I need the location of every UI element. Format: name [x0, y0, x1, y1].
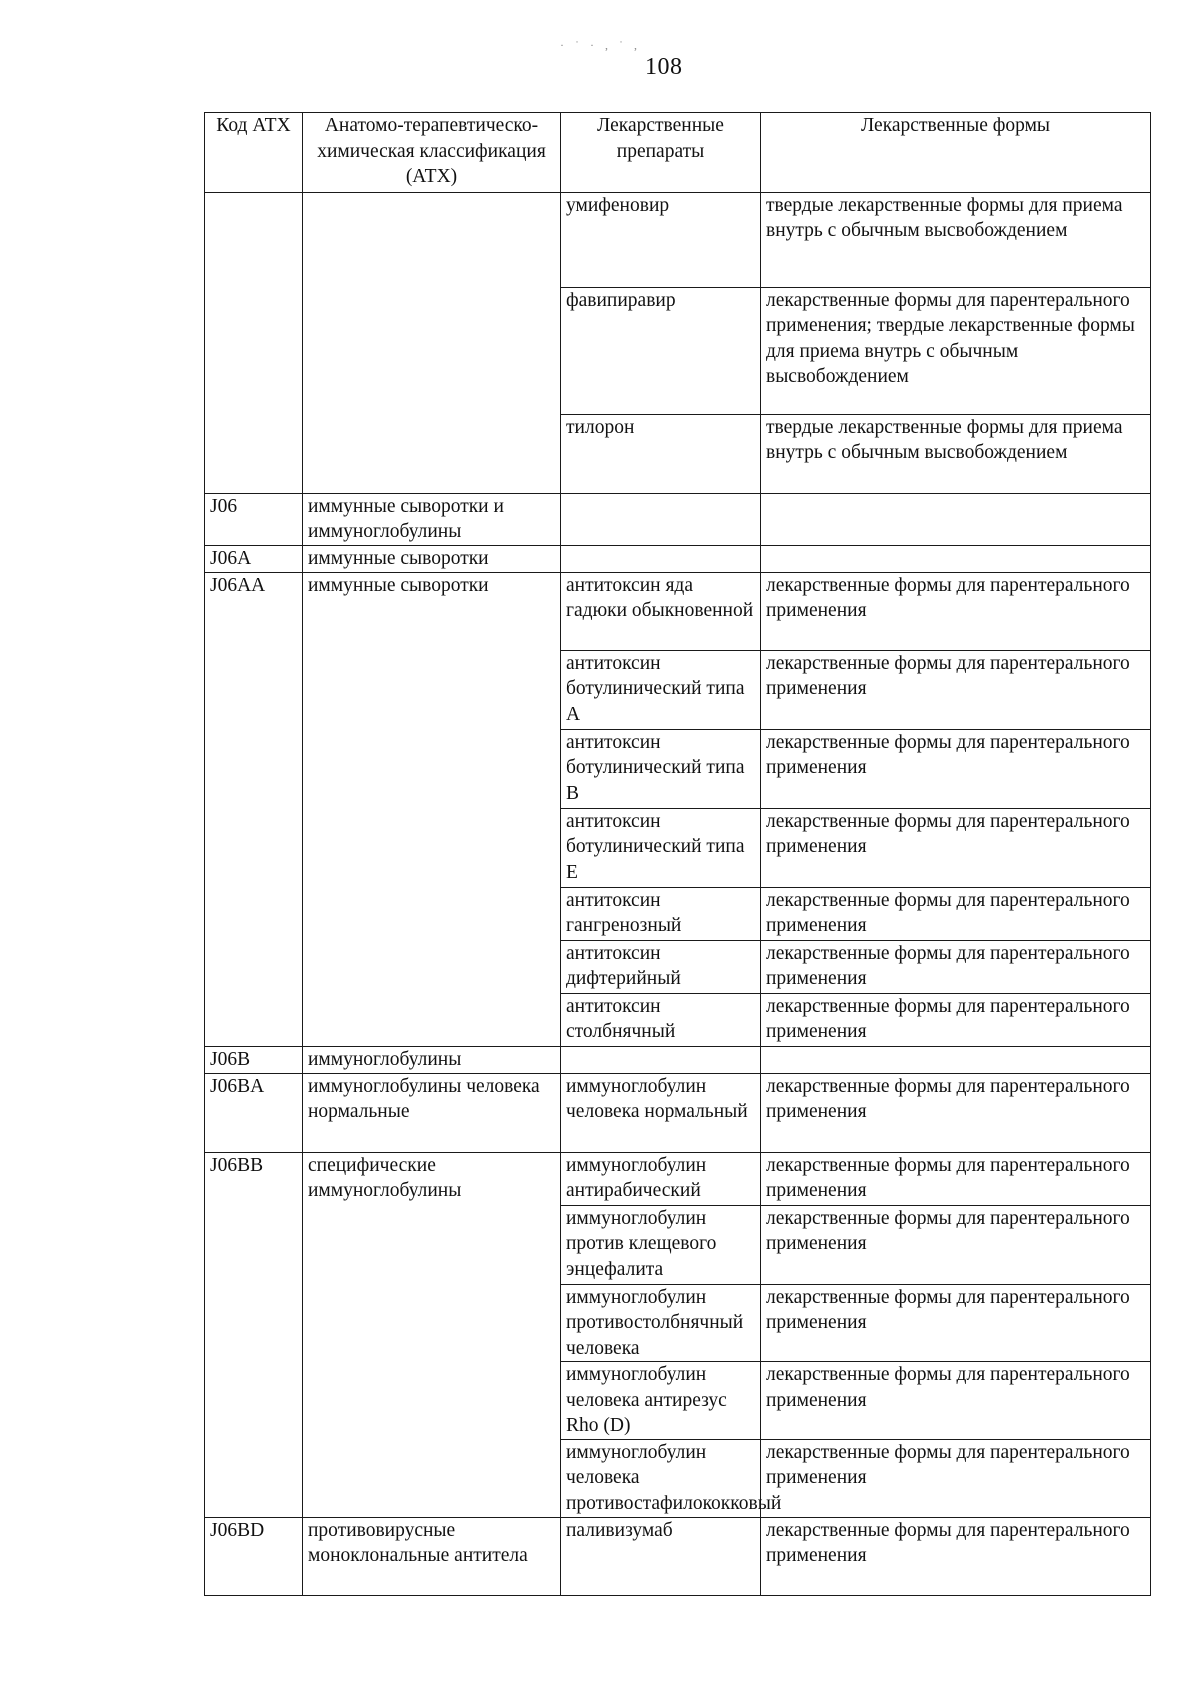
- cell-classification: иммунные сыворотки: [303, 545, 561, 572]
- cell-drug: умифеновир: [561, 192, 761, 287]
- cell-code: J06AA: [205, 572, 303, 1046]
- header-drugs: Лекарственные препараты: [561, 113, 761, 193]
- cell-drug: антитоксин дифтерийный: [561, 940, 761, 993]
- cell-drug: иммуноглобулин против клещевого энцефалита: [561, 1205, 761, 1284]
- table-row: [205, 545, 1151, 572]
- cell-drug: антитоксин ботулинический типа В: [561, 729, 761, 808]
- cell-drug: антитоксин яда гадюки обыкновенной: [561, 572, 761, 650]
- table-header-row: [205, 113, 1151, 193]
- cell-classification: противовирусные моноклональные антитела: [303, 1517, 561, 1595]
- table-row: [205, 1046, 1151, 1073]
- cell-classification: специфические иммуноглобулины: [303, 1152, 561, 1517]
- table-row: [205, 1517, 1151, 1595]
- cell-code: J06: [205, 493, 303, 545]
- cell-drug: антитоксин гангренозный: [561, 887, 761, 940]
- cell-drug: иммуноглобулин противостолбнячный человека: [561, 1284, 761, 1362]
- table-row: [205, 192, 1151, 287]
- cell-form: лекарственные формы для парентерального применения: [761, 1284, 1151, 1362]
- cell-form: лекарственные формы для парентерального применения: [761, 1439, 1151, 1517]
- cell-classification: иммуноглобулины человека нормальные: [303, 1073, 561, 1152]
- cell-form: твердые лекарственные формы для приема внутрь с обычным высвобождением: [761, 192, 1151, 287]
- cell-classification: [303, 192, 561, 493]
- scan-speckles: · ˙ · , ˙ ,: [560, 38, 641, 52]
- cell-form: лекарственные формы для парентерального применения: [761, 1073, 1151, 1152]
- header-code: Код АТХ: [205, 113, 303, 193]
- cell-form: [761, 1046, 1151, 1073]
- cell-drug: тилорон: [561, 414, 761, 493]
- header-classification: Анатомо-терапевтическо-химическая классификация (АТХ): [303, 113, 561, 193]
- cell-form: лекарственные формы для парентерального применения: [761, 887, 1151, 940]
- cell-drug: паливизумаб: [561, 1517, 761, 1595]
- cell-form: лекарственные формы для парентерального применения: [761, 808, 1151, 887]
- cell-form: лекарственные формы для парентерального применения: [761, 572, 1151, 650]
- cell-form: лекарственные формы для парентерального применения: [761, 993, 1151, 1046]
- cell-form: лекарственные формы для парентерального применения: [761, 1152, 1151, 1205]
- cell-code: J06BD: [205, 1517, 303, 1595]
- cell-drug: антитоксин столбнячный: [561, 993, 761, 1046]
- atx-table: [204, 112, 1151, 1596]
- table-row: [205, 493, 1151, 545]
- cell-classification: иммуноглобулины: [303, 1046, 561, 1073]
- cell-drug: антитоксин ботулинический типа Е: [561, 808, 761, 887]
- cell-form: лекарственные формы для парентерального применения: [761, 1362, 1151, 1440]
- cell-classification: иммунные сыворотки: [303, 572, 561, 1046]
- page-number: 108: [645, 54, 683, 80]
- cell-form: лекарственные формы для парентерального применения: [761, 1517, 1151, 1595]
- cell-classification: иммунные сыворотки и иммуноглобулины: [303, 493, 561, 545]
- cell-code: [205, 192, 303, 493]
- cell-drug: [561, 545, 761, 572]
- cell-drug: иммуноглобулин человека антирезус Rho (D): [561, 1362, 761, 1440]
- cell-form: лекарственные формы для парентерального применения; твердые лекарственные формы для приема внутрь с обычным высвобождением: [761, 287, 1151, 414]
- cell-drug: иммуноглобулин человека противостафилококковый: [561, 1439, 761, 1517]
- cell-form: лекарственные формы для парентерального применения: [761, 1205, 1151, 1284]
- table-row: [205, 1073, 1151, 1152]
- cell-code: J06BB: [205, 1152, 303, 1517]
- cell-code: J06A: [205, 545, 303, 572]
- cell-code: J06B: [205, 1046, 303, 1073]
- cell-code: J06BA: [205, 1073, 303, 1152]
- header-forms: Лекарственные формы: [761, 113, 1151, 193]
- cell-form: [761, 545, 1151, 572]
- cell-drug: [561, 1046, 761, 1073]
- cell-drug: [561, 493, 761, 545]
- cell-drug: иммуноглобулин человека нормальный: [561, 1073, 761, 1152]
- cell-form: [761, 493, 1151, 545]
- cell-form: лекарственные формы для парентерального применения: [761, 650, 1151, 729]
- table-row: [205, 1152, 1151, 1205]
- cell-form: твердые лекарственные формы для приема внутрь с обычным высвобождением: [761, 414, 1151, 493]
- cell-drug: иммуноглобулин антирабический: [561, 1152, 761, 1205]
- cell-drug: фавипиравир: [561, 287, 761, 414]
- cell-drug: антитоксин ботулинический типа А: [561, 650, 761, 729]
- cell-form: лекарственные формы для парентерального применения: [761, 729, 1151, 808]
- table-row: [205, 572, 1151, 650]
- cell-form: лекарственные формы для парентерального применения: [761, 940, 1151, 993]
